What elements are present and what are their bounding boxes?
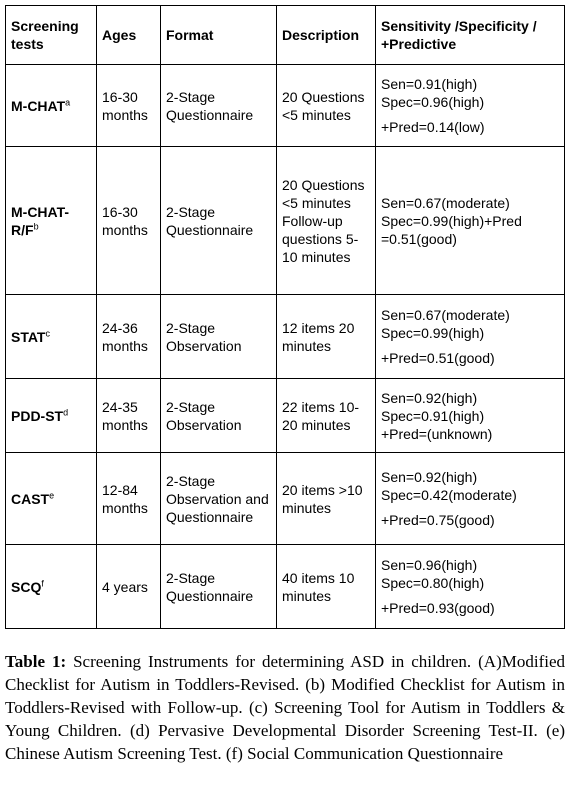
header-ages: Ages: [97, 6, 161, 65]
description-cell: 20 Questions <5 minutes Follow-up questions 5-10 minutes: [277, 147, 376, 295]
table-row: [6, 147, 565, 295]
description-cell: 40 items 10 minutes: [277, 545, 376, 629]
specificity-value: Spec=0.99(high): [381, 325, 485, 341]
table-row: [6, 65, 565, 147]
test-name: SCQ$^f$: [6, 545, 97, 629]
table-row: [6, 295, 565, 379]
footnote-mark: f: [41, 577, 44, 588]
screening-table: [5, 5, 565, 629]
header-description: Description: [277, 6, 376, 65]
description-cell: 12 items 20 minutes: [277, 295, 376, 379]
test-name: STAT$^c$: [6, 295, 97, 379]
ages-cell: 24-36 months: [97, 295, 161, 379]
footnote-mark: a: [65, 96, 71, 107]
footnote-mark: e: [49, 489, 55, 500]
test-name: CAST$^e$: [6, 453, 97, 545]
footnote-mark: d: [63, 406, 69, 417]
format-cell: 2-Stage Questionnaire: [161, 65, 277, 147]
metrics-cell: [376, 545, 565, 629]
metrics-cell: [376, 453, 565, 545]
sensitivity-value: Sen=0.96(high): [381, 557, 478, 573]
sensitivity-value: Sen=0.91(high): [381, 76, 478, 92]
specificity-value: Spec=0.80(high): [381, 575, 485, 591]
header-format: Format: [161, 6, 277, 65]
specificity-value: Spec=0.42(moderate): [381, 487, 517, 503]
metrics-cell: [376, 379, 565, 453]
predictive-value: +Pred=0.51(good): [381, 350, 495, 366]
header-sensitivity: Sensitivity /Specificity / +Predictive: [376, 6, 565, 65]
sensitivity-value: Sen=0.92(high): [381, 389, 478, 406]
format-cell: 2-Stage Questionnaire: [161, 147, 277, 295]
sensitivity-value: Sen=0.92(high): [381, 469, 478, 485]
ages-cell: 24-35 months: [97, 379, 161, 453]
table-row: [6, 379, 565, 453]
specificity-value: Spec=0.91(high): [381, 407, 485, 424]
ages-cell: 16-30 months: [97, 147, 161, 295]
description-cell: 22 items 10-20 minutes: [277, 379, 376, 453]
ages-cell: 16-30 months: [97, 65, 161, 147]
metrics-cell: [376, 65, 565, 147]
predictive-value: +Pred=0.14(low): [381, 119, 485, 135]
table-caption: [5, 650, 565, 765]
test-name: M-CHAT$^a$: [6, 65, 97, 147]
caption-label: Table 1:: [5, 652, 67, 671]
header-row: [6, 6, 565, 65]
caption-text: Screening Instruments for determining ASD in children. (A)Modified Checklist for Autism in Toddlers-Revised. (b) Modified Checklist for Autism in Toddlers-Revised with Follow-up. (c) Screening Tool for Autism in Toddlers & Young Children. (d) Pervasive Developmental Disorder Screening Test-II. (e) Chinese Autism Screening Test. (f) Social Communication Questionnaire: [5, 652, 565, 763]
specificity-value: Spec=0.99(high)+Pred =0.51(good): [381, 212, 522, 247]
metrics-cell: [376, 147, 565, 295]
description-cell: 20 items >10 minutes: [277, 453, 376, 545]
predictive-value: +Pred=0.75(good): [381, 512, 495, 528]
predictive-value: +Pred=0.93(good): [381, 600, 495, 616]
description-cell: 20 Questions <5 minutes: [277, 65, 376, 147]
format-cell: 2-Stage Observation and Questionnaire: [161, 453, 277, 545]
table-row: [6, 545, 565, 629]
footnote-mark: b: [33, 220, 39, 231]
table-row: [6, 453, 565, 545]
ages-cell: 4 years: [97, 545, 161, 629]
test-name: $M-CHAT-R/F^b$: [6, 147, 97, 295]
format-cell: 2-Stage Questionnaire: [161, 545, 277, 629]
specificity-value: Spec=0.96(high): [381, 94, 485, 110]
sensitivity-value: Sen=0.67(moderate): [381, 194, 510, 211]
format-cell: 2-Stage Observation: [161, 379, 277, 453]
header-screening-tests: Screening tests: [6, 6, 97, 65]
metrics-cell: [376, 295, 565, 379]
ages-cell: 12-84 months: [97, 453, 161, 545]
footnote-mark: c: [45, 327, 50, 338]
test-name: PDD-$ST^d$: [6, 379, 97, 453]
format-cell: 2-Stage Observation: [161, 295, 277, 379]
sensitivity-value: Sen=0.67(moderate): [381, 307, 510, 323]
predictive-value: +Pred=(unknown): [381, 425, 493, 442]
